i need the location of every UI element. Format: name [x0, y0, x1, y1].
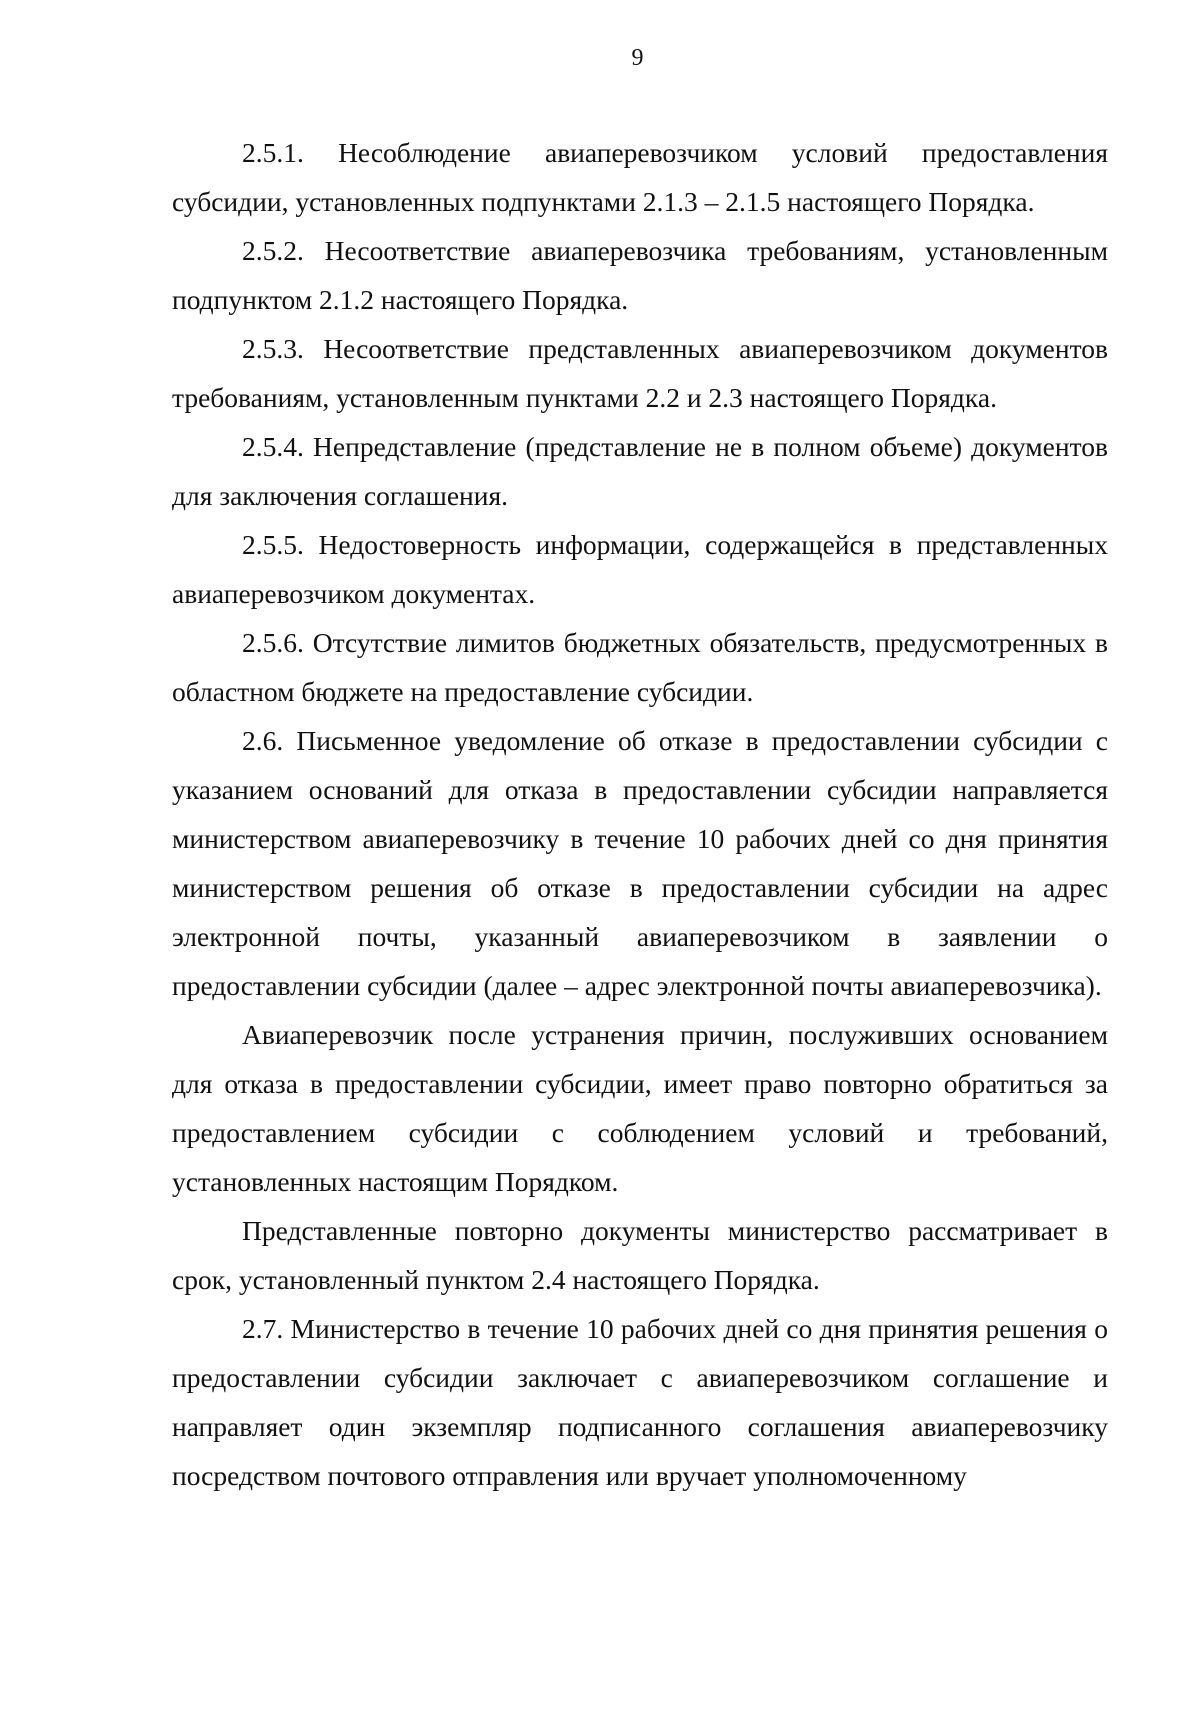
paragraph-2-5-2: 2.5.2. Несоответствие авиаперевозчика требованиям, установленным подпунктом 2.1.2 настоящего Порядка.: [172, 235, 1108, 315]
paragraph-2-5-5: 2.5.5. Недостоверность информации, содержащейся в представленных авиаперевозчиком документах.: [172, 529, 1108, 609]
paragraph-2-6: 2.6. Письменное уведомление об отказе в предоставлении субсидии с указанием оснований для отказа в предоставлении субсидии направляется министерством авиаперевозчику в течение 10 рабочих дней со дня принятия министерством решения об отказе в предоставлении субсидии на адрес электронной почты, указанный авиаперевозчиком в заявлении о предоставлении субсидии (далее – адрес электронной почты авиаперевозчика).: [172, 725, 1108, 1001]
page-number: 9: [631, 45, 644, 71]
paragraph-resubmission-right: Авиаперевозчик после устранения причин, послуживших основанием для отказа в предоставлении субсидии, имеет право повторно обратиться за предоставлением субсидии с соблюдением условий и требований, установленных настоящим Порядком.: [172, 1019, 1108, 1197]
paragraph-2-5-1: 2.5.1. Несоблюдение авиаперевозчиком условий предоставления субсидии, установленных подпунктами 2.1.3 – 2.1.5 настоящего Порядка.: [172, 137, 1108, 217]
paragraph-2-5-6: 2.5.6. Отсутствие лимитов бюджетных обязательств, предусмотренных в областном бюджете на предоставление субсидии.: [172, 627, 1108, 707]
paragraph-2-5-3: 2.5.3. Несоответствие представленных авиаперевозчиком документов требованиям, установленным пунктами 2.2 и 2.3 настоящего Порядка.: [172, 333, 1108, 413]
document-body: [172, 128, 1108, 1500]
paragraph-2-5-4: 2.5.4. Непредставление (представление не в полном объеме) документов для заключения соглашения.: [172, 431, 1108, 511]
paragraph-2-7: 2.7. Министерство в течение 10 рабочих дней со дня принятия решения о предоставлении субсидии заключает с авиаперевозчиком соглашение и направляет один экземпляр подписанного соглашения авиаперевозчику посредством почтового отправления или вручает уполномоченному: [172, 1313, 1108, 1491]
paragraph-resubmission-review: Представленные повторно документы министерство рассматривает в срок, установленный пунктом 2.4 настоящего Порядка.: [172, 1215, 1108, 1295]
